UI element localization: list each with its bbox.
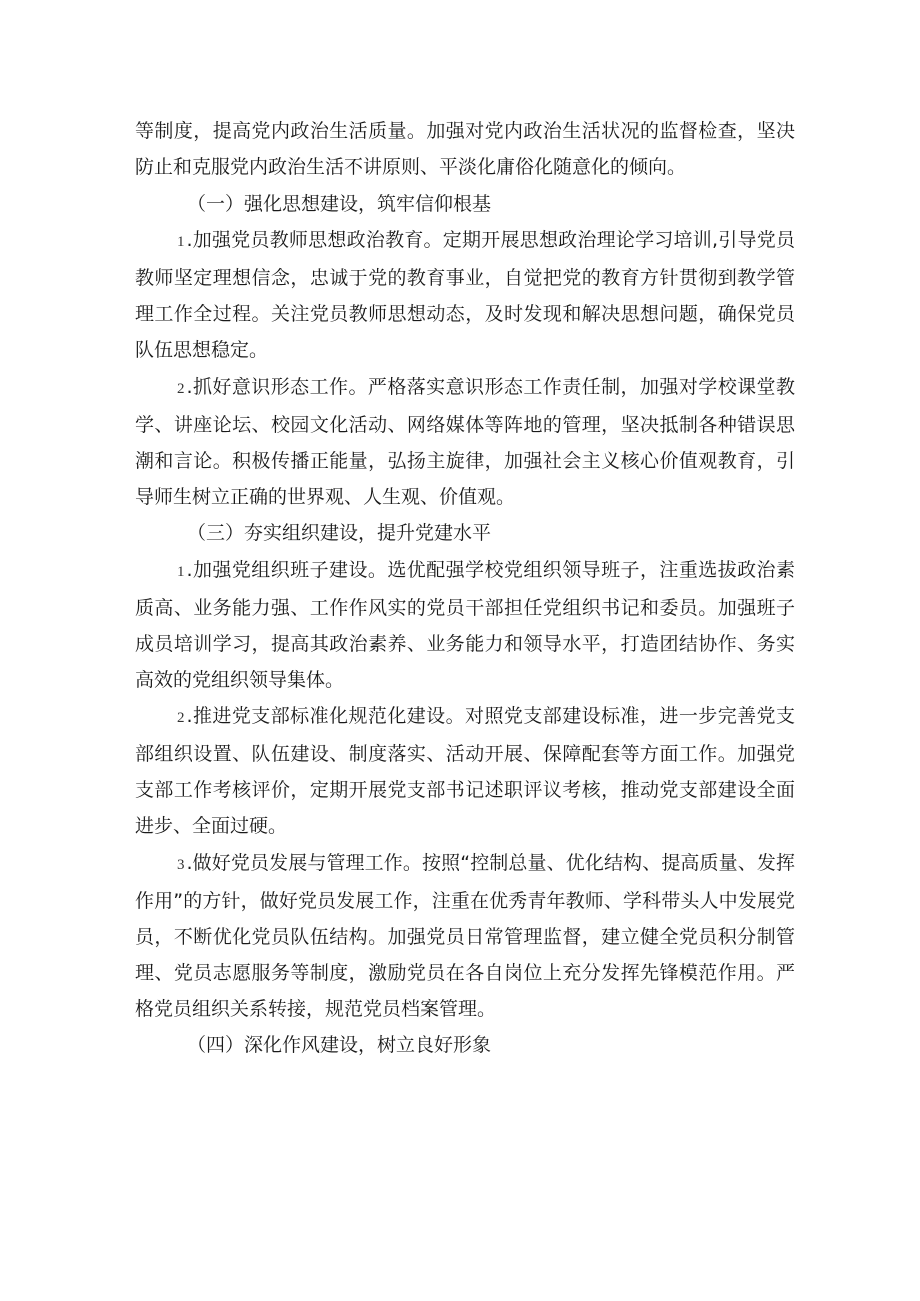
- item-number: 2: [177, 380, 185, 397]
- list-item-3-1: [135, 552, 795, 698]
- item-text: .抓好意识形态工作。严格落实意识形态工作责任制，加强对学校课堂教学、讲座论坛、校园文化活动、网络媒体等阵地的管理，坚决抵制各种错误思潮和言论。积极传播正能量，弘扬主旋律，加强社会主义核心价值观教育，引导师生树立正确的世界观、人生观、价值观。: [135, 375, 795, 508]
- item-number: 1: [177, 234, 185, 250]
- item-number: 3: [177, 856, 185, 873]
- list-item-1-1: [135, 222, 795, 368]
- section-heading-1: （一）强化思想建设，筑牢信仰根基: [187, 192, 492, 215]
- document-body: [135, 113, 795, 1064]
- list-item-3-2: [135, 698, 795, 844]
- item-text: .推进党支部标准化规范化建设。对照党支部建设标准，进一步完善党支部组织设置、队伍建设、制度落实、活动开展、保障配套等方面工作。加强党支部工作考核评价，定期开展党支部书记述职评议考核，推动党支部建设全面进步、全面过硬。: [135, 705, 795, 837]
- paragraph-continuation: 等制度，提高党内政治生活质量。加强对党内政治生活状况的监督检查，坚决防止和克服党内政治生活不讲原则、平淡化庸俗化随意化的倾向。: [135, 120, 795, 178]
- list-item-3-3: [135, 845, 795, 1027]
- item-text: .加强党员教师思想政治教育。定期开展思想政治理论学习培训,引导党员教师坚定理想信念，忠诚于党的教育事业，自觉把党的教育方针贯彻到教学管理工作全过程。关注党员教师思想动态，及时发现和解决思想问题，确保党员队伍思想稳定。: [135, 229, 795, 361]
- section-heading-3: （三）夯实组织建设，提升党建水平: [187, 522, 492, 544]
- item-number: 2: [177, 710, 185, 726]
- section-heading-4: （四）深化作风建设，树立良好形象: [187, 1034, 492, 1056]
- list-item-1-2: [135, 369, 795, 515]
- item-text: .加强党组织班子建设。选优配强学校党组织领导班子，注重选拔政治素质高、业务能力强、工作作风实的党员干部担任党组织书记和委员。加强班子成员培训学习，提高其政治素养、业务能力和领导水平，打造团结协作、务实高效的党组织领导集体。: [135, 558, 795, 691]
- item-text: .做好党员发展与管理工作。按照“控制总量、优化结构、提高质量、发挥作用”的方针，做好党员发展工作，注重在优秀青年教师、学科带头人中发展党员，不断优化党员队伍结构。加强党员日常管理监督，建立健全党员积分制管理、党员志愿服务等制度，激励党员在各自岗位上充分发挥先锋模范作用。严格党员组织关系转接，规范党员档案管理。: [135, 851, 795, 1020]
- item-number: 1: [177, 563, 185, 580]
